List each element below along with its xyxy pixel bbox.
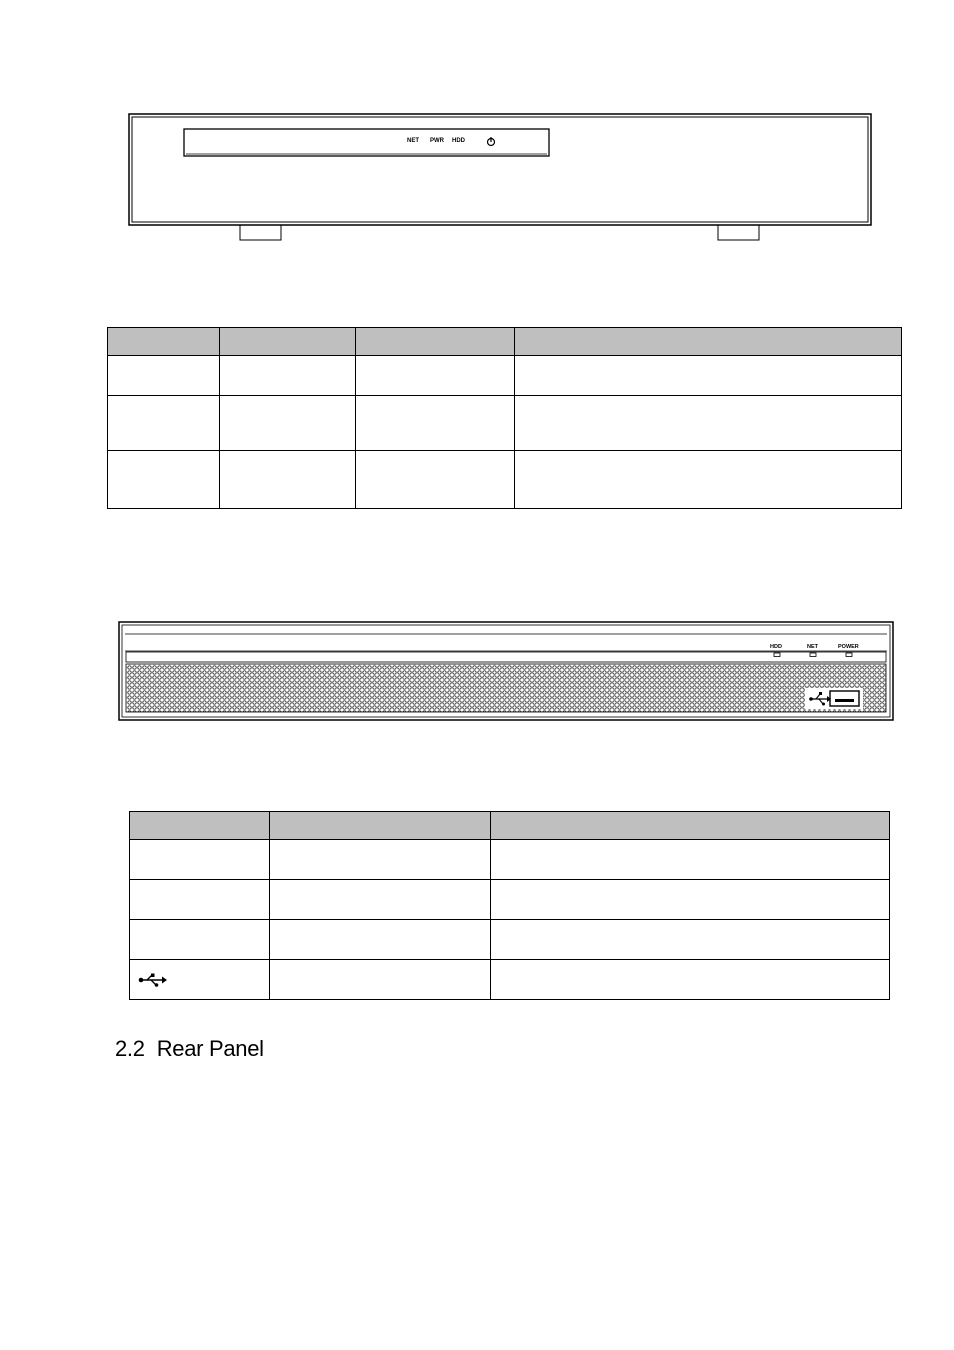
section-heading [115,1036,264,1062]
table-cell [220,396,356,451]
front-panel-table-2 [129,811,890,1000]
table-cell [356,396,515,451]
table-header-cell [108,328,220,356]
front-panel-table-1 [107,327,902,509]
led-label-pwr: PWR [430,138,444,144]
table-row [108,451,902,509]
table-cell [491,960,890,1000]
table-header-cell [220,328,356,356]
section-title: Rear Panel [156,1036,264,1061]
table-cell [515,396,902,451]
table-cell [220,356,356,396]
table-cell [108,396,220,451]
table-cell [270,880,491,920]
table-cell [515,356,902,396]
front-panel-figure-2 [117,620,895,723]
table-cell [491,840,890,880]
table-cell [491,920,890,960]
table-cell [130,840,270,880]
table-row [130,840,890,880]
table-row [108,356,902,396]
power-icon [488,137,495,146]
table-header-cell [515,328,902,356]
table-cell [356,356,515,396]
section-number: 2.2 [115,1036,145,1061]
usb-icon [138,973,168,987]
table-cell [130,960,270,1000]
table-cell [130,880,270,920]
led-label-hdd: HDD [770,644,782,650]
table-row [130,880,890,920]
table-cell [130,920,270,960]
table-cell [356,451,515,509]
table-cell [108,356,220,396]
table-header-row [108,328,902,356]
table-cell [515,451,902,509]
led-label-hdd: HDD [452,138,465,144]
led-label-net: NET [407,138,419,144]
front-panel-figure-1 [125,110,875,245]
table-cell [108,451,220,509]
device-drawing [125,110,875,245]
table-header-cell [130,812,270,840]
table-header-cell [270,812,491,840]
table-cell [220,451,356,509]
led-label-net: NET [807,644,818,650]
table-row [130,920,890,960]
table-header-cell [491,812,890,840]
table-row [130,960,890,1000]
led-label-power: POWER [838,644,859,650]
table-cell [491,880,890,920]
table-cell [270,920,491,960]
table-row [108,396,902,451]
device-drawing [117,620,895,723]
table-header-row [130,812,890,840]
table-cell [270,960,491,1000]
table-cell [270,840,491,880]
table-header-cell [356,328,515,356]
